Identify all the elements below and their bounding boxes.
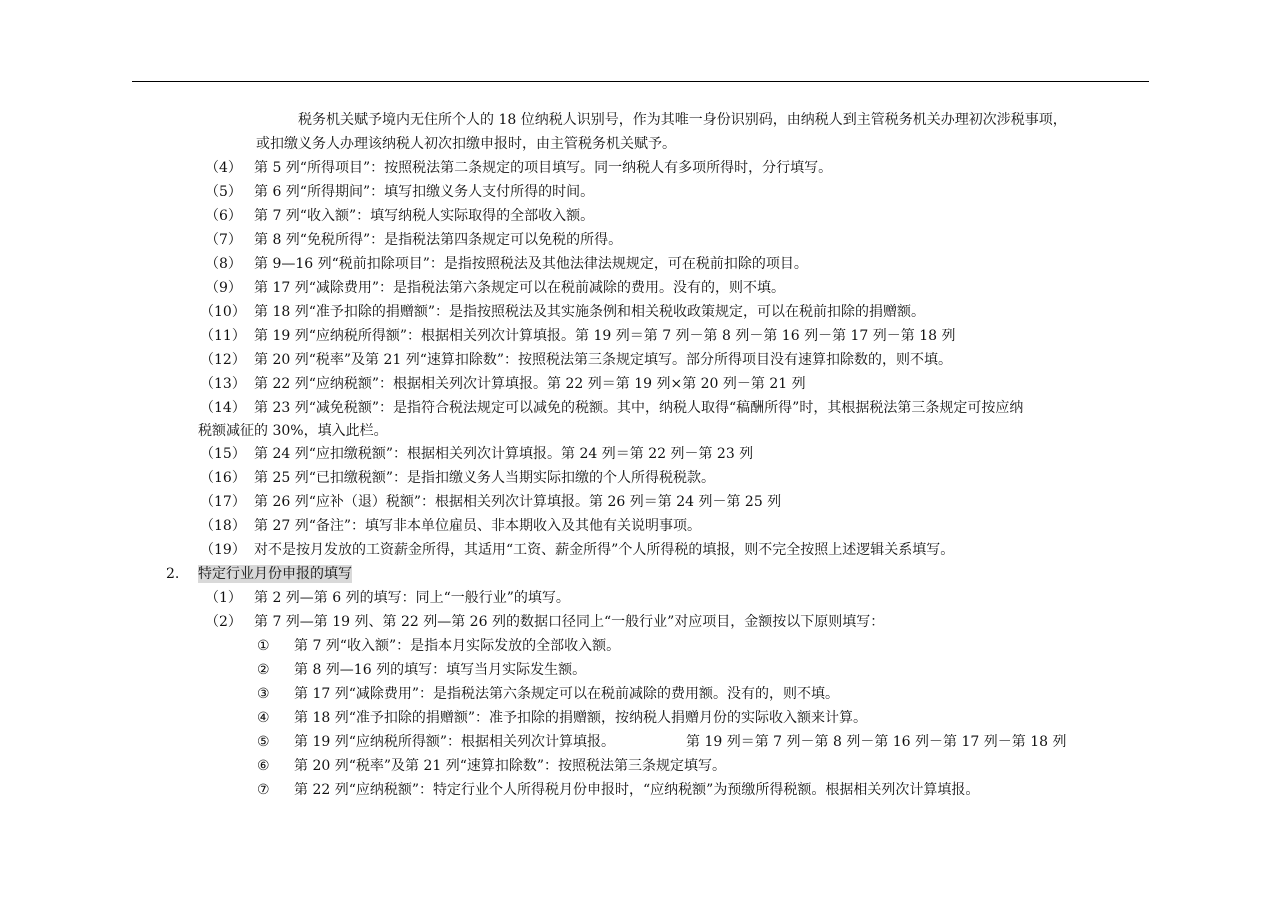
item-number: （8） — [205, 256, 242, 272]
item-continuation: 税额减征的 30%，填入此栏。 — [198, 423, 388, 439]
item-text: 第 22 列“应纳税额”：根据相关列次计算填报。第 22 列＝第 19 列×第 20 列－第 21 列 — [254, 376, 806, 392]
item-number: （17） — [200, 494, 246, 510]
item-number: ③ — [257, 686, 270, 702]
item-number: ④ — [257, 710, 270, 726]
item-number: ⑥ — [257, 758, 270, 774]
item-text: 第 17 列“减除费用”：是指税法第六条规定可以在税前减除的费用。没有的，则不填。 — [254, 280, 786, 296]
item-text: 第 23 列“减免税额”：是指符合税法规定可以减免的税额。其中，纳税人取得“稿酬所得”时，其根据税法第三条规定可按应纳 — [254, 400, 1024, 416]
item-number: （18） — [200, 518, 246, 534]
item-text: 第 26 列“应补（退）税额”：根据相关列次计算填报。第 26 列＝第 24 列－第 25 列 — [254, 494, 782, 510]
item-number: （11） — [200, 328, 246, 344]
header-rule — [132, 81, 1149, 82]
item-number: （6） — [205, 208, 242, 224]
item-text: 第 20 列“税率”及第 21 列“速算扣除数”：按照税法第三条规定填写。 — [294, 758, 727, 774]
item-number: ② — [257, 662, 270, 678]
section-number: 2. — [166, 566, 180, 582]
item-text: 第 8 列—16 列的填写：填写当月实际发生额。 — [294, 662, 587, 678]
item-text: 第 7 列—第 19 列、第 22 列—第 26 列的数据口径同上“一般行业”对应项目，金额按以下原则填写： — [254, 614, 885, 630]
item-number: （15） — [200, 446, 246, 462]
intro-line-2: 或扣缴义务人办理该纳税人初次扣缴申报时，由主管税务机关赋予。 — [256, 136, 676, 152]
item-formula: 第 19 列＝第 7 列－第 8 列－第 16 列－第 17 列－第 18 列 — [686, 734, 1067, 750]
item-text: 第 24 列“应扣缴税额”：根据相关列次计算填报。第 24 列＝第 22 列－第 23 列 — [254, 446, 754, 462]
item-number: （12） — [200, 352, 246, 368]
item-text: 第 27 列“备注”：填写非本单位雇员、非本期收入及其他有关说明事项。 — [254, 518, 702, 534]
item-number: （9） — [205, 280, 242, 296]
item-text: 第 18 列“准予扣除的捐赠额”：准予扣除的捐赠额，按纳税人捐赠月份的实际收入额来计算。 — [294, 710, 868, 726]
intro-line-1: 税务机关赋予境内无住所个人的 18 位纳税人识别号，作为其唯一身份识别码，由纳税人到主管税务机关办理初次涉税事项， — [298, 112, 1067, 128]
item-text: 第 2 列—第 6 列的填写：同上“一般行业”的填写。 — [254, 590, 570, 606]
item-text: 第 25 列“已扣缴税额”：是指扣缴义务人当期实际扣缴的个人所得税税款。 — [254, 470, 716, 486]
item-number: （16） — [200, 470, 246, 486]
item-number: （5） — [205, 184, 242, 200]
item-text: 第 8 列“免税所得”：是指税法第四条规定可以免税的所得。 — [254, 232, 623, 248]
item-text: 第 20 列“税率”及第 21 列“速算扣除数”：按照税法第三条规定填写。部分所得项目没有速算扣除数的，则不填。 — [254, 352, 953, 368]
item-text: 第 22 列“应纳税额”：特定行业个人所得税月份申报时，“应纳税额”为预缴所得税额。根据相关列次计算填报。 — [294, 782, 980, 798]
item-text: 第 5 列“所得项目”：按照税法第二条规定的项目填写。同一纳税人有多项所得时，分行填写。 — [254, 160, 833, 176]
section-title: 特定行业月份申报的填写 — [198, 566, 352, 582]
item-number: ① — [257, 638, 270, 654]
item-number: （1） — [205, 590, 242, 606]
item-number: （14） — [200, 400, 246, 416]
item-number: （10） — [200, 304, 246, 320]
item-number: （13） — [200, 376, 246, 392]
item-number: （19） — [200, 542, 246, 558]
item-number: ⑦ — [257, 782, 270, 798]
item-text: 第 7 列“收入额”：填写纳税人实际取得的全部收入额。 — [254, 208, 595, 224]
item-text: 第 17 列“减除费用”：是指税法第六条规定可以在税前减除的费用额。没有的，则不填。 — [294, 686, 840, 702]
item-number: （7） — [205, 232, 242, 248]
item-number: ⑤ — [257, 734, 270, 750]
item-text: 对不是按月发放的工资薪金所得，其适用“工资、薪金所得”个人所得税的填报，则不完全按照上述逻辑关系填写。 — [254, 542, 955, 558]
item-text: 第 9—16 列“税前扣除项目”：是指按照税法及其他法律法规规定，可在税前扣除的项目。 — [254, 256, 808, 272]
item-number: （4） — [205, 160, 242, 176]
item-text: 第 7 列“收入额”：是指本月实际发放的全部收入额。 — [294, 638, 621, 654]
item-number: （2） — [205, 614, 242, 630]
item-text: 第 6 列“所得期间”：填写扣缴义务人支付所得的时间。 — [254, 184, 595, 200]
item-text: 第 18 列“准予扣除的捐赠额”：是指按照税法及其实施条例和相关税收政策规定，可以在税前扣除的捐赠额。 — [254, 304, 926, 320]
item-text: 第 19 列“应纳税所得额”：根据相关列次计算填报。 — [294, 734, 616, 750]
item-text: 第 19 列“应纳税所得额”：根据相关列次计算填报。第 19 列＝第 7 列－第 8 列－第 16 列－第 17 列－第 18 列 — [254, 328, 956, 344]
